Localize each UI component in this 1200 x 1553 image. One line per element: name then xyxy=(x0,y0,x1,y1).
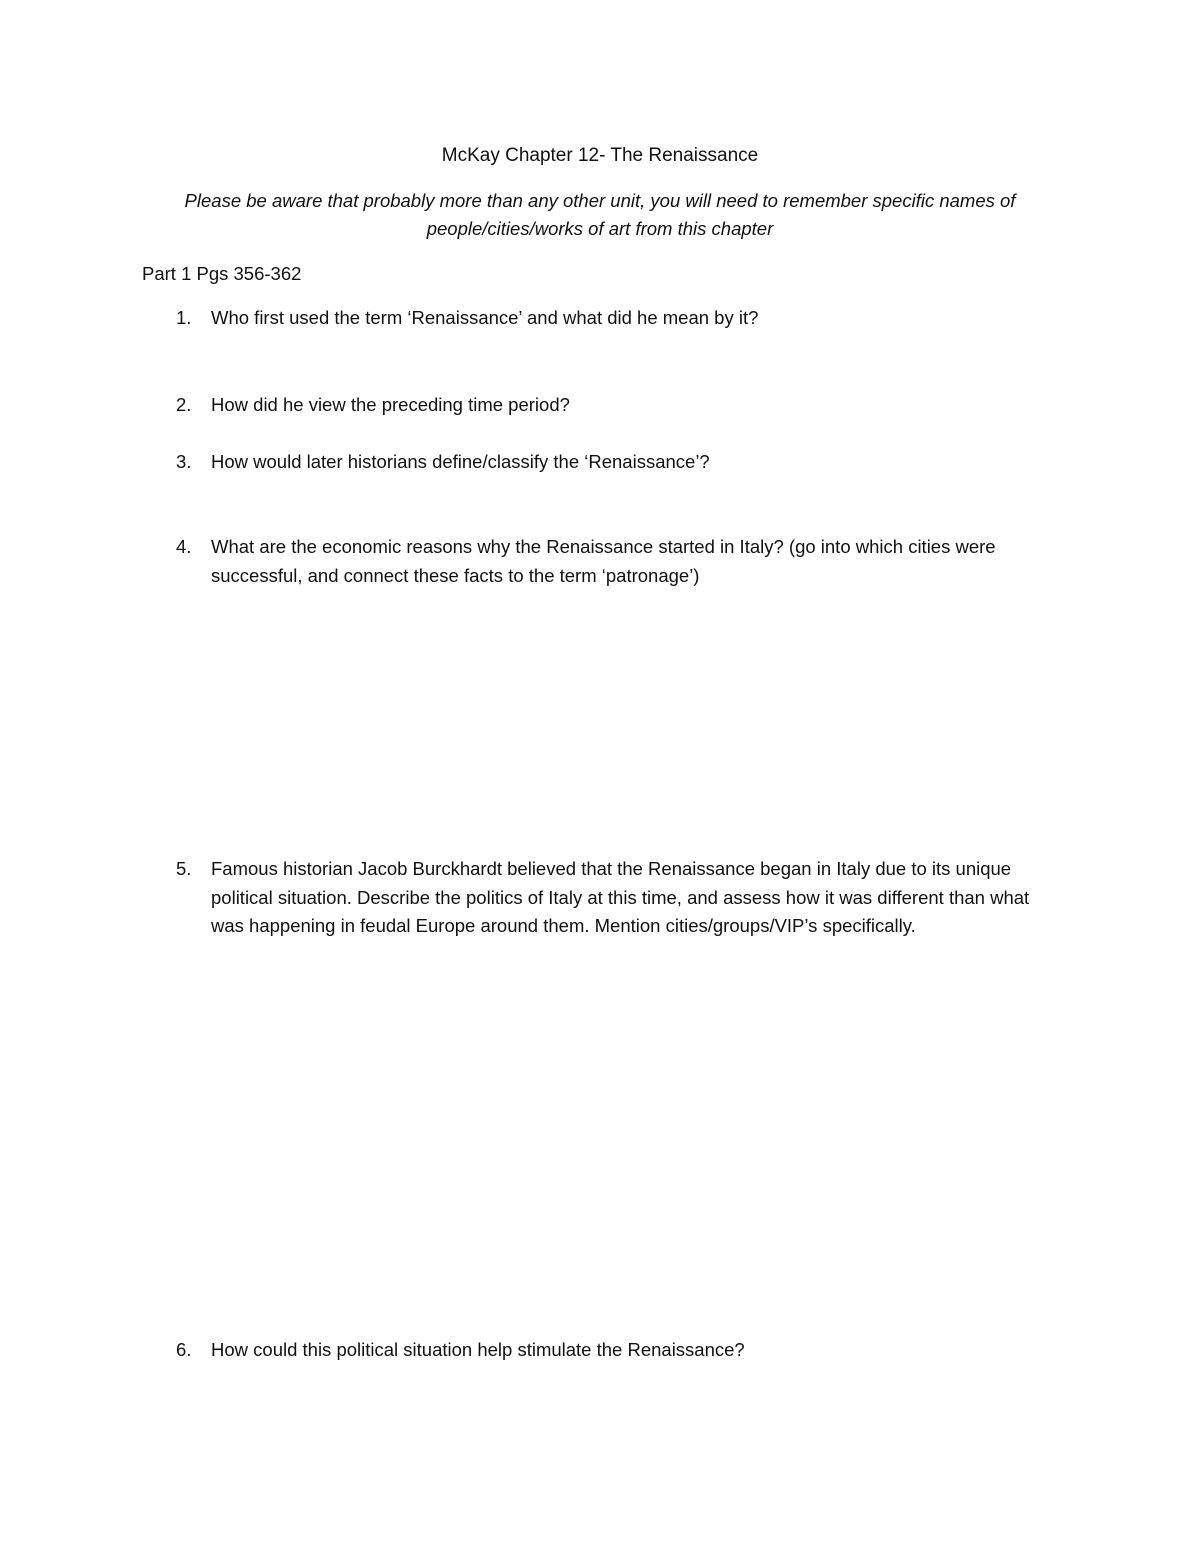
question-text: How would later historians define/classify the ‘Renaissance’? xyxy=(211,451,710,472)
question-number: 5. xyxy=(176,858,192,879)
question-5 xyxy=(176,855,1076,941)
question-text: How did he view the preceding time period? xyxy=(211,394,570,415)
instruction-notice: Please be aware that probably more than any other unit, you will need to remember specific names of people/cities/works of art from this chapter xyxy=(184,190,1016,239)
question-number: 4. xyxy=(176,536,192,557)
question-1 xyxy=(176,304,1076,333)
question-text: How could this political situation help stimulate the Renaissance? xyxy=(211,1339,745,1360)
question-number: 1. xyxy=(176,307,192,328)
question-3 xyxy=(176,448,1076,477)
question-number: 2. xyxy=(176,394,192,415)
question-text: Who first used the term ‘Renaissance’ and what did he mean by it? xyxy=(211,307,759,328)
question-6 xyxy=(176,1336,1076,1365)
question-text: Famous historian Jacob Burckhardt believed that the Renaissance began in Italy due to its unique political situation. Describe the politics of Italy at this time, and assess how it was different than what was happening in feudal Europe around them. Mention cities/groups/VIP’s specifically. xyxy=(211,858,1030,937)
question-text: What are the economic reasons why the Renaissance started in Italy? (go into which cities were successful, and connect these facts to the term ‘patronage’) xyxy=(211,536,996,586)
question-number: 3. xyxy=(176,451,192,472)
question-4 xyxy=(176,533,1076,590)
part-heading: Part 1 Pgs 356-362 xyxy=(142,263,302,284)
question-2 xyxy=(176,391,1076,420)
question-number: 6. xyxy=(176,1339,192,1360)
page-title: McKay Chapter 12- The Renaissance xyxy=(441,145,759,166)
